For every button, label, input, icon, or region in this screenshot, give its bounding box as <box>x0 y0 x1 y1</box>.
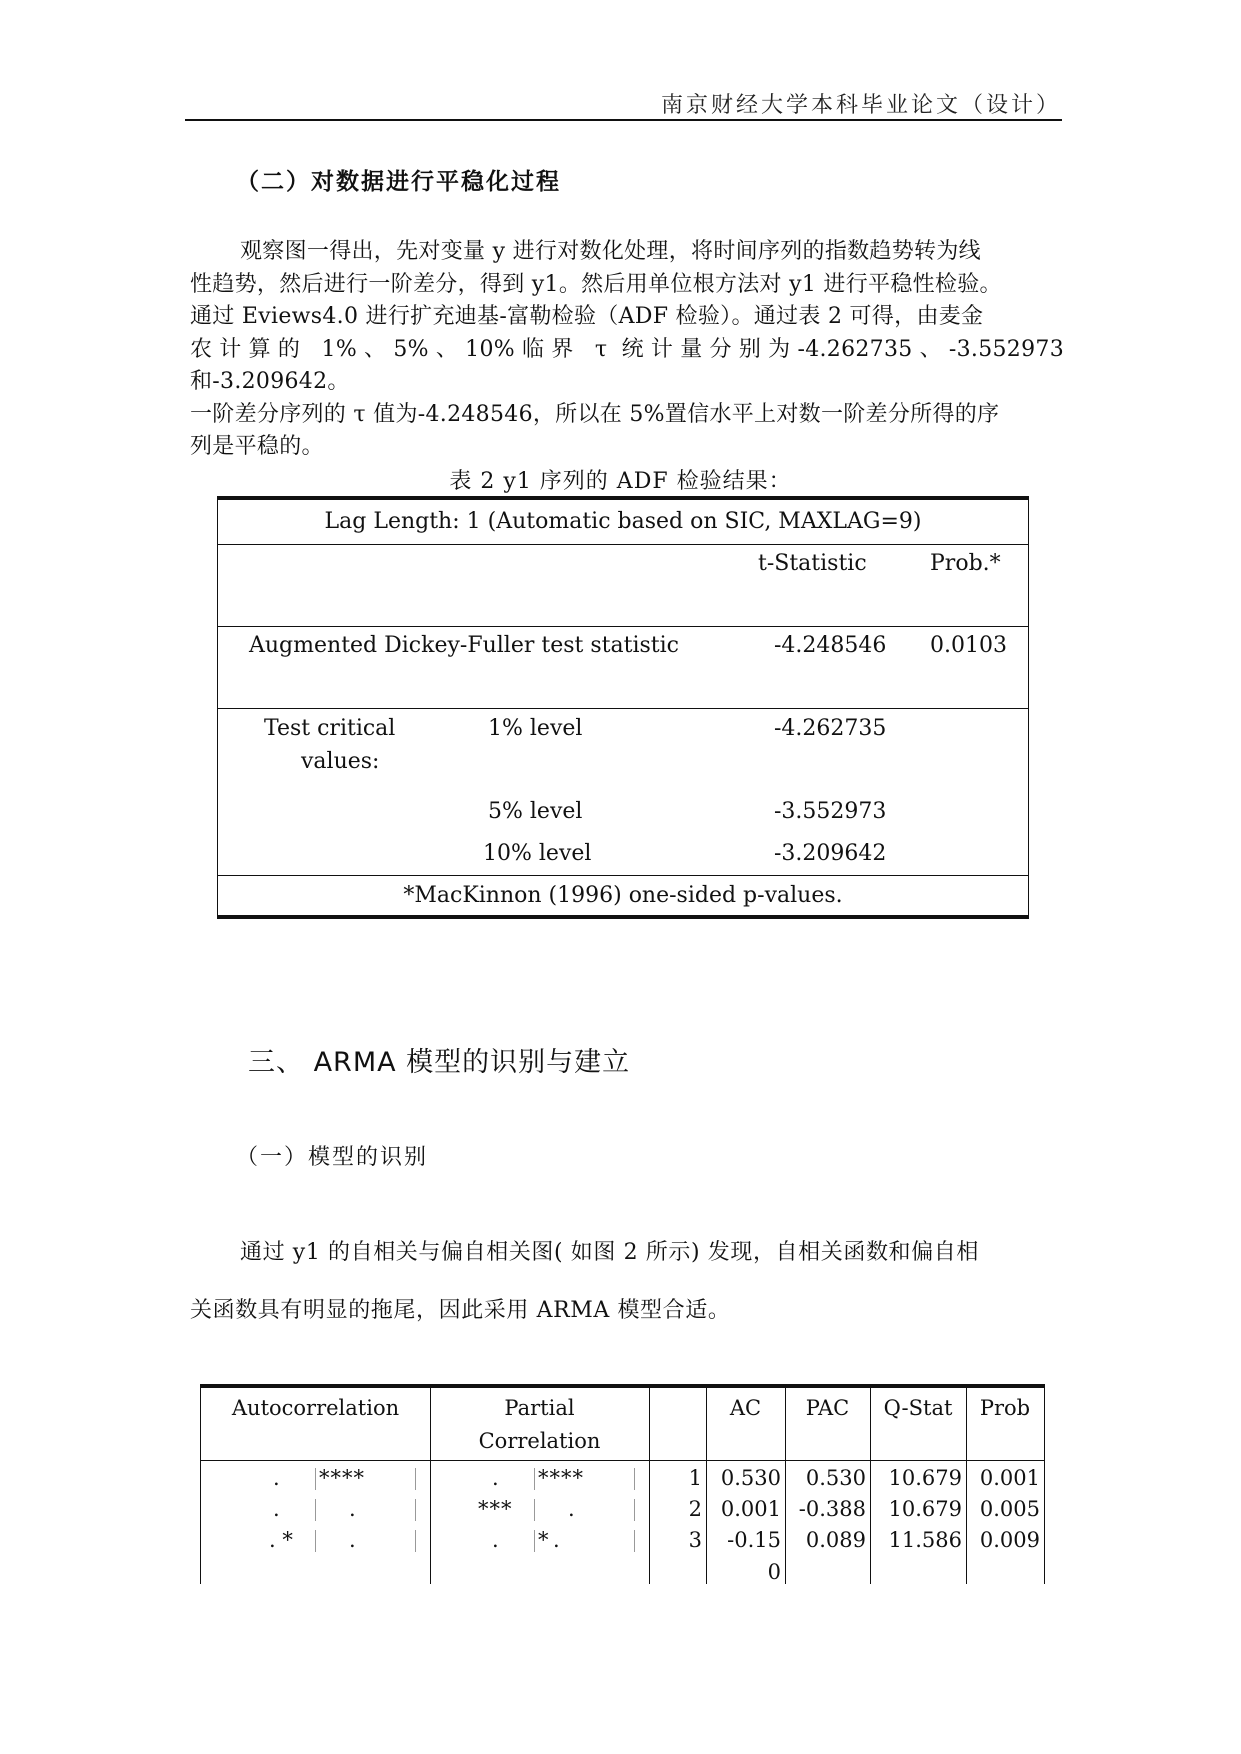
col-header-prob: Prob <box>979 1396 1031 1420</box>
prob-value: 0.009 <box>979 1528 1040 1552</box>
critical-label: values: <box>301 749 380 774</box>
subsection-heading: （一）模型的识别 <box>236 1145 429 1170</box>
level-label: 5% level <box>488 799 583 824</box>
pac-graph-stars: **** <box>538 1466 584 1490</box>
col-header-prob: Prob.* <box>930 551 1001 576</box>
qstat-value: 10.679 <box>888 1466 962 1490</box>
graph-bar <box>634 1530 635 1552</box>
pac-graph-stars: * <box>538 1528 549 1552</box>
col-header-partial: Partial <box>504 1396 575 1420</box>
adf-table <box>217 496 1029 919</box>
prob-value: 0.001 <box>979 1466 1040 1490</box>
pac-graph-dot: . <box>553 1528 560 1552</box>
ac-graph-stars: . * <box>269 1528 293 1552</box>
table-rule <box>218 875 1028 876</box>
level-label: 1% level <box>488 716 583 741</box>
critical-label: Test critical <box>264 716 396 741</box>
graph-bar <box>634 1468 635 1490</box>
ac-value-wrap: 0 <box>767 1560 781 1584</box>
pac-value: 0.089 <box>805 1528 866 1552</box>
table-footnote: *MacKinnon (1996) one-sided p-values. <box>403 883 843 908</box>
lag-value: 2 <box>688 1497 702 1521</box>
graph-bar <box>534 1499 535 1521</box>
level-value: -4.262735 <box>774 716 887 741</box>
qstat-value: 11.586 <box>888 1528 962 1552</box>
running-header: 南京财经大学本科毕业论文（设计） <box>660 93 1061 118</box>
body-paragraph <box>190 1224 1064 1340</box>
col-header-pac: PAC <box>805 1396 850 1420</box>
ac-graph-dot: . <box>349 1528 356 1552</box>
ac-value: -0.15 <box>727 1528 781 1552</box>
lag-length-row: Lag Length: 1 (Automatic based on SIC, MAXLAG=9) <box>324 509 922 534</box>
graph-bar <box>534 1468 535 1490</box>
col-header-ac: AC <box>729 1396 762 1420</box>
paragraph-line: 农计算的 1%、5%、10%临界 τ 统计量分别为-4.262735、-3.552973 和-3.209642。 <box>190 336 1064 394</box>
body-paragraph <box>190 236 1064 464</box>
paragraph-line: 一阶差分序列的 τ 值为-4.248546，所以在 5%置信水平上对数一阶差分所得的序 <box>190 401 1000 427</box>
qstat-value: 10.679 <box>888 1497 962 1521</box>
paragraph-line: 列是平稳的。 <box>190 434 324 459</box>
paragraph-line: 性趋势，然后进行一阶差分，得到 y1。然后用单位根方法对 y1 进行平稳性检验。 <box>190 271 1002 297</box>
adf-tstat: -4.248546 <box>774 633 887 658</box>
graph-bar <box>415 1499 416 1521</box>
table-rule <box>218 708 1028 709</box>
graph-bar <box>534 1530 535 1552</box>
level-label: 10% level <box>483 841 592 866</box>
col-header-autocorrelation: Autocorrelation <box>231 1396 400 1420</box>
pac-graph-dot: . <box>568 1497 575 1521</box>
pac-graph-dot: . <box>492 1528 499 1552</box>
chapter-heading: 三、 ARMA 模型的识别与建立 <box>248 1047 631 1078</box>
ac-value: 0.530 <box>720 1466 781 1490</box>
prob-value: 0.005 <box>979 1497 1040 1521</box>
column-rule <box>649 1388 650 1584</box>
level-value: -3.209642 <box>774 841 887 866</box>
paragraph-line: 通过 Eviews4.0 进行扩充迪基-富勒检验（ADF 检验）。通过表 2 可得，由麦金 <box>190 304 984 329</box>
section-heading: （二）对数据进行平稳化过程 <box>236 169 561 195</box>
graph-bar <box>634 1499 635 1521</box>
table-rule <box>201 1460 1044 1461</box>
pac-value: 0.530 <box>805 1466 866 1490</box>
table-caption: 表 2 y1 序列的 ADF 检验结果： <box>449 469 792 494</box>
ac-graph-dot: . <box>349 1497 356 1521</box>
graph-bar <box>315 1530 316 1552</box>
ac-graph-stars: **** <box>319 1466 365 1490</box>
table-rule <box>218 544 1028 545</box>
level-value: -3.552973 <box>774 799 887 824</box>
lag-value: 3 <box>688 1528 702 1552</box>
adf-prob: 0.0103 <box>930 633 1007 658</box>
pac-graph-dot: . <box>492 1466 499 1490</box>
ac-graph-dot: . <box>273 1466 280 1490</box>
graph-bar <box>415 1530 416 1552</box>
pac-value: -0.388 <box>798 1497 866 1521</box>
col-header-tstat: t-Statistic <box>758 551 867 576</box>
correlogram-table <box>200 1384 1045 1584</box>
adf-label: Augmented Dickey-Fuller test statistic <box>249 633 679 658</box>
graph-bar <box>315 1468 316 1490</box>
graph-bar <box>415 1468 416 1490</box>
paragraph-line: 通过 y1 的自相关与偏自相关图( 如图 2 所示) 发现，自相关函数和偏自相 <box>240 1240 979 1265</box>
paragraph-line: 关函数具有明显的拖尾，因此采用 ARMA 模型合适。 <box>190 1298 731 1323</box>
col-header-partial: Correlation <box>478 1429 601 1453</box>
graph-bar <box>315 1499 316 1521</box>
col-header-qstat: Q-Stat <box>883 1396 953 1420</box>
table-rule <box>218 626 1028 627</box>
ac-graph-dot: . <box>273 1497 280 1521</box>
header-rule <box>185 119 1062 121</box>
pac-graph-stars: *** <box>478 1497 513 1521</box>
ac-value: 0.001 <box>720 1497 781 1521</box>
paragraph-line: 观察图一得出，先对变量 y 进行对数化处理，将时间序列的指数趋势转为线 <box>240 239 981 264</box>
lag-value: 1 <box>688 1466 702 1490</box>
